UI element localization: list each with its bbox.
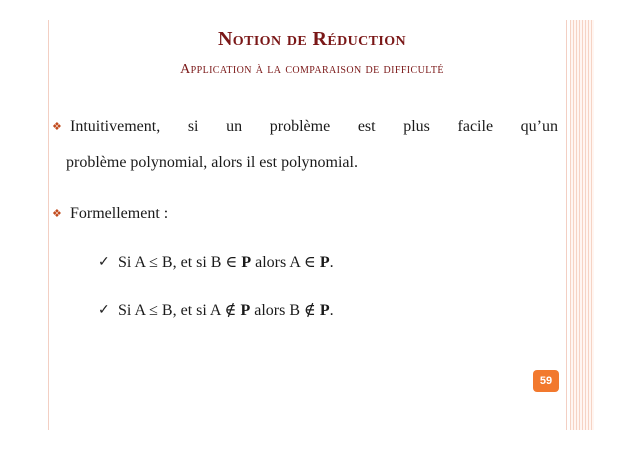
diamond-bullet-icon: ❖ [52,121,62,133]
bullet-intuition-line1: Intuitivement, si un problème est plus facile qu’un [70,118,558,135]
checkmark-icon: ✓ [98,255,110,270]
rule-1-pre: Si A ≤ B, et si B ∈ [118,254,242,271]
sub-bullet-rule-2 [98,302,334,320]
rule-2-mid: alors B ∉ [250,302,320,319]
left-frame-line [48,20,49,430]
decorative-stripes [570,20,594,430]
right-frame-line [566,20,567,430]
rule-2-class-p: P [240,302,251,319]
slide-title: Notion de Réduction [217,28,407,50]
rule-2-class-p-2: P [319,302,330,319]
slide-subtitle: Application à la comparaison de difficulté [180,62,444,77]
rule-1-class-p-2: P [319,254,330,271]
sub-bullet-rule-1 [98,254,334,272]
checkmark-icon: ✓ [98,303,110,318]
diamond-bullet-icon: ❖ [52,208,62,220]
rule-2-post: . [329,302,334,319]
rule-1-class-p: P [241,254,252,271]
bullet-formal [52,205,558,225]
page-number-badge: 59 [533,370,559,392]
bullet-formal-label: Formellement : [70,205,169,222]
rule-2-pre: Si A ≤ B, et si A ∉ [118,302,241,319]
bullet-intuition-line2: problème polynomial, alors il est polynomial. [66,154,358,171]
rule-1-post: . [329,254,334,271]
bullet-intuition [52,118,558,178]
rule-1-mid: alors A ∈ [251,254,320,271]
